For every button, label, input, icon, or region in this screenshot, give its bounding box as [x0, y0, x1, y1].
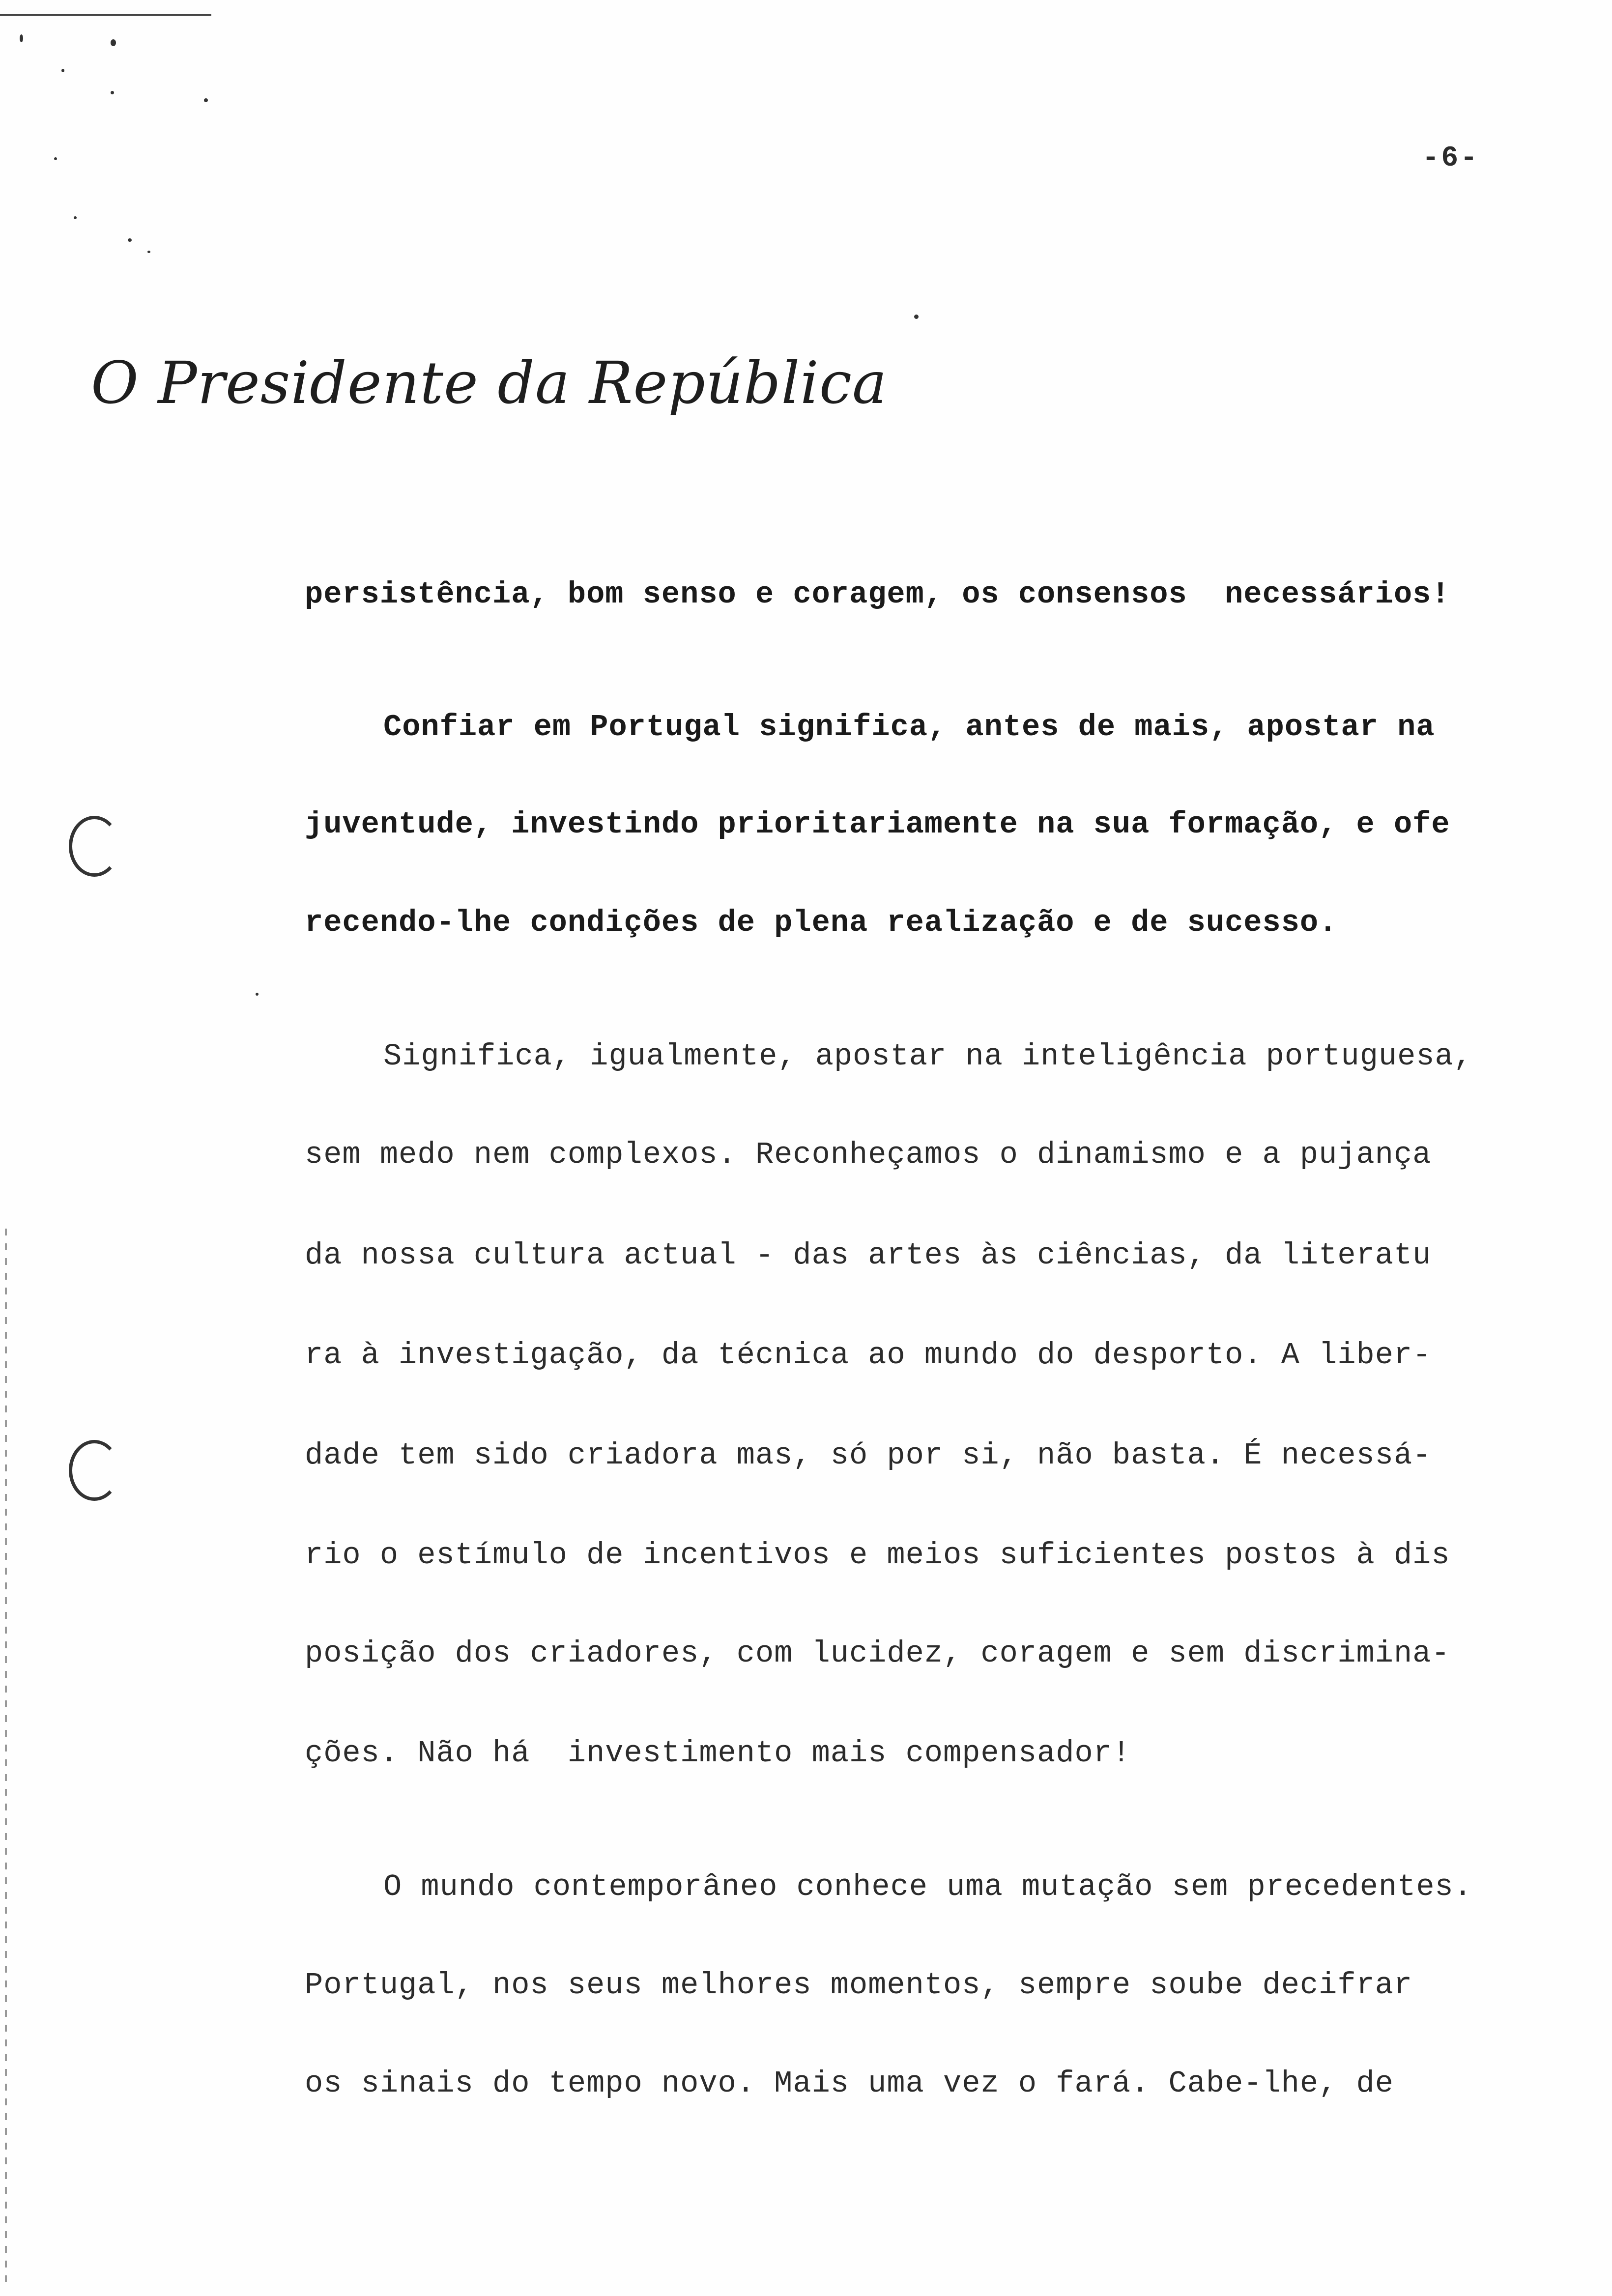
text-line: dade tem sido criadora mas, só por si, não basta. É necessá- — [305, 1438, 1432, 1473]
text-line: da nossa cultura actual - das artes às ciências, da literatu — [305, 1238, 1432, 1273]
letterhead-title: O Presidente da República — [91, 349, 888, 417]
scan-speck — [74, 216, 77, 219]
scan-speck — [147, 251, 150, 253]
text-line: Portugal, nos seus melhores momentos, sempre soube decifrar — [305, 1968, 1413, 2003]
text-line: juventude, investindo prioritariamente na sua formação, e ofe — [305, 807, 1450, 842]
text-line: os sinais do tempo novo. Mais uma vez o fará. Cabe-lhe, de — [305, 2066, 1394, 2101]
scan-rule — [0, 14, 211, 16]
scan-speck — [128, 238, 132, 242]
scan-speck — [204, 98, 208, 102]
text-line: persistência, bom senso e coragem, os consensos necessários! — [305, 577, 1450, 612]
scan-edge — [5, 1229, 7, 2285]
text-line: Significa, igualmente, apostar na inteligência portuguesa, — [383, 1039, 1472, 1074]
punch-hole-mark — [69, 816, 120, 877]
text-line: recendo-lhe condições de plena realização e de sucesso. — [305, 905, 1338, 940]
scan-speck — [256, 993, 259, 996]
text-line: Confiar em Portugal significa, antes de mais, apostar na — [383, 710, 1435, 745]
text-line: posição dos criadores, com lucidez, coragem e sem discrimina- — [305, 1636, 1450, 1671]
text-line: rio o estímulo de incentivos e meios suficientes postos à dis — [305, 1538, 1450, 1573]
scan-speck — [111, 91, 114, 94]
text-line: ções. Não há investimento mais compensador! — [305, 1736, 1131, 1771]
page-number: -6- — [1422, 143, 1479, 174]
text-line: sem medo nem complexos. Reconheçamos o dinamismo e a pujança — [305, 1137, 1432, 1172]
scan-speck — [61, 69, 64, 72]
scan-speck — [20, 34, 23, 42]
text-line: ra à investigação, da técnica ao mundo do desporto. A liber- — [305, 1338, 1432, 1373]
scan-speck — [914, 315, 919, 319]
text-line: O mundo contemporâneo conhece uma mutação sem precedentes. — [383, 1869, 1472, 1904]
scan-speck — [54, 157, 57, 160]
punch-hole-mark — [69, 1440, 120, 1501]
scan-speck — [111, 39, 116, 46]
